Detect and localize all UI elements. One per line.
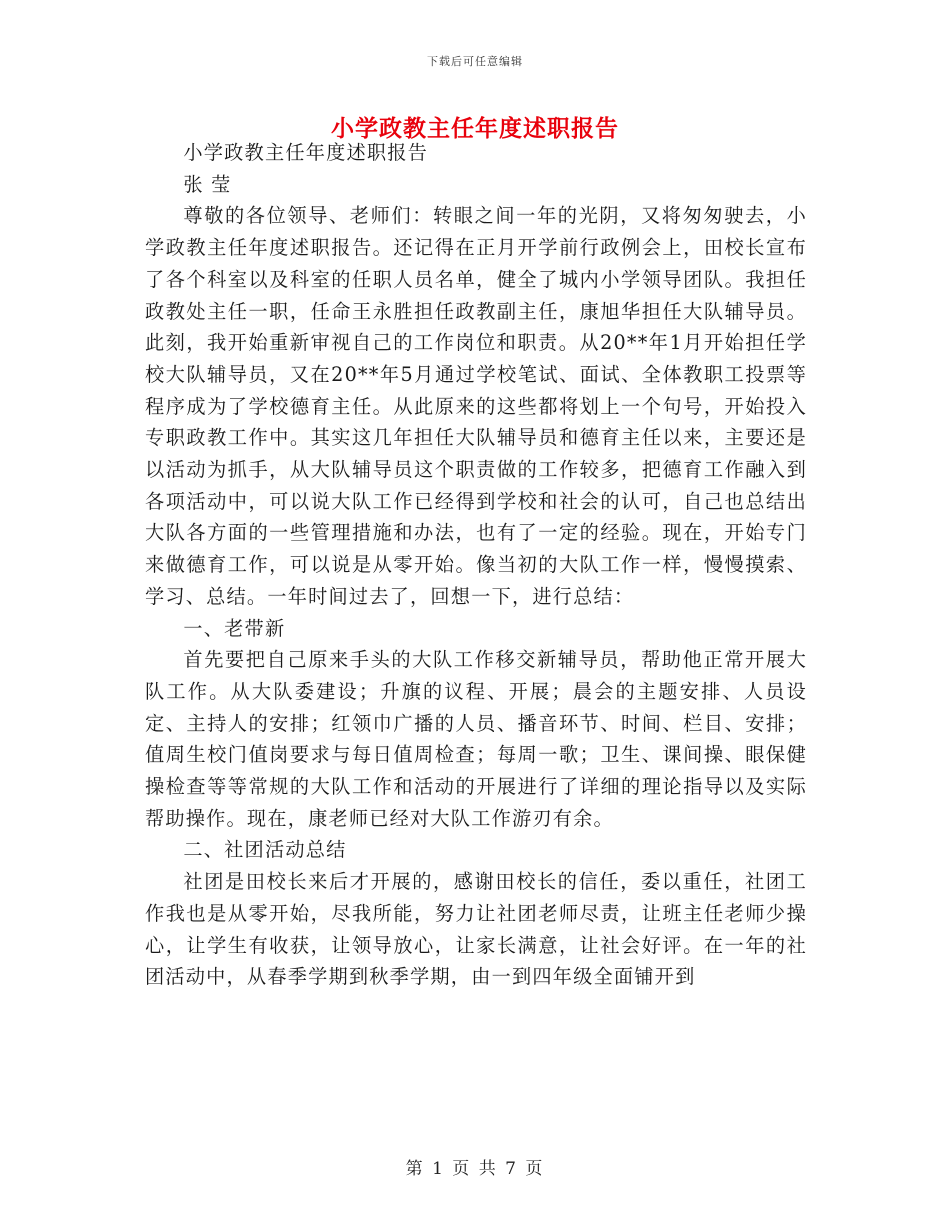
- section-1-paragraph: 首先要把自己原来手头的大队工作移交新辅导员，帮助他正常开展大队工作。从大队委建设；升旗的议程、开展；晨会的主题安排、人员设定、主持人的安排；红领巾广播的人员、播音环节、时间、栏目、安排；值周生校门值岗要求与每日值周检查；每周一歌；卫生、课间操、眼保健操检查等等常规的大队工作和活动的开展进行了详细的理论指导以及实际帮助操作。现在，康老师已经对大队工作游刃有余。: [145, 648, 807, 830]
- author-paragraph: 张 莹: [183, 172, 232, 196]
- header-note: 下载后可任意编辑: [427, 55, 523, 68]
- page-number: 第 1 页 共 7 页: [405, 1159, 545, 1179]
- section-2-paragraph: 社团是田校长来后才开展的，感谢田校长的信任，委以重任，社团工作我也是从零开始，尽我所能，努力让社团老师尽责，让班主任老师少操心，让学生有收获，让领导放心，让家长满意，让社会好评。在一年的社团活动中，从春季学期到秋季学期，由一到四年级全面铺开到: [145, 870, 807, 989]
- subtitle-paragraph: 小学政教主任年度述职报告: [183, 141, 429, 164]
- intro-paragraph: 尊敬的各位领导、老师们：转眼之间一年的光阴，又将匆匆驶去，小学政教主任年度述职报告。还记得在正月开学前行政例会上，田校长宣布了各个科室以及科室的任职人员名单，健全了城内小学领导团队。我担任政教处主任一职，任命王永胜担任政教副主任，康旭华担任大队辅导员。此刻，我开始重新审视自己的工作岗位和职责。从20**年1月开始担任学校大队辅导员，又在20**年5月通过学校笔试、面试、全体教职工投票等程序成为了学校德育主任。从此原来的这些都将划上一个句号，开始投入专职政教工作中。其实这几年担任大队辅导员和德育主任以来，主要还是以活动为抓手，从大队辅导员这个职责做的工作较多，把德育工作融入到各项活动中，可以说大队工作已经得到学校和社会的认可，自己也总结出大队各方面的一些管理措施和办法，也有了一定的经验。现在，开始专门来做德育工作，可以说是从零开始。像当初的大队工作一样，慢慢摸索、学习、总结。一年时间过去了，回想一下，进行总结：: [145, 204, 807, 608]
- section-heading-2: 二、社团活动总结: [183, 838, 347, 862]
- document-title: 小学政教主任年度述职报告: [331, 115, 619, 142]
- document-body: [145, 137, 807, 993]
- section-heading-1: 一、老带新: [183, 616, 286, 640]
